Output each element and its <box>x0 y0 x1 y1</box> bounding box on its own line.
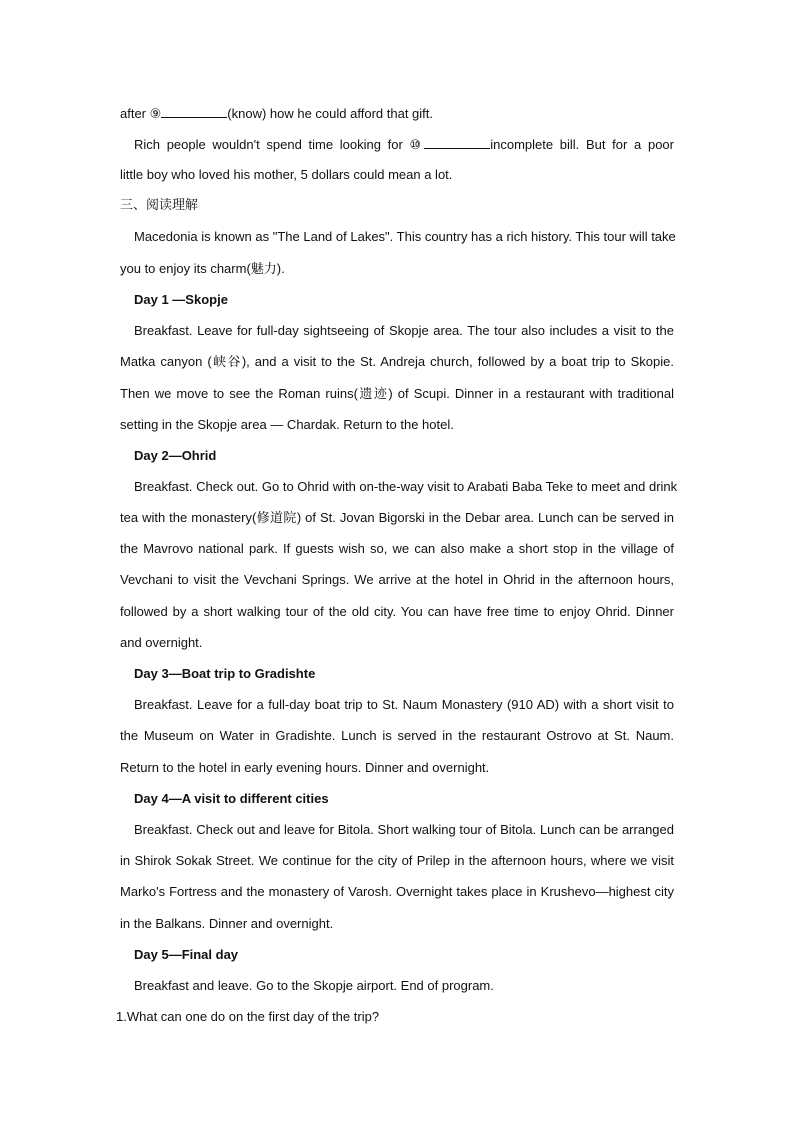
paragraph-line: Breakfast. Leave for full-day sightseeing of Skopje area. The tour also includes a visit to the <box>134 323 674 338</box>
blank-9[interactable] <box>161 105 227 118</box>
paragraph-line: setting in the Skopje area — Chardak. Return to the hotel. <box>120 417 454 432</box>
paragraph-line: Breakfast. Check out. Go to Ohrid with on-the-way visit to Arabati Baba Teke to meet and drink <box>134 479 678 494</box>
day-title: Day 4—A visit to different cities <box>134 791 329 806</box>
paragraph-line: Breakfast. Leave for a full-day boat trip to St. Naum Monastery (910 AD) with a short visit to <box>134 697 674 712</box>
paragraph-line: the Mavrovo national park. If guests wish so, we can also make a short stop in the village of <box>120 541 674 556</box>
cloze-text: Rich people wouldn't spend time looking for ⑩ <box>134 137 425 152</box>
cloze-line-3: little boy who loved his mother, 5 dollars could mean a lot. <box>120 167 453 182</box>
paragraph-line: tea with the monastery(修道院) of St. Jovan Bigorski in the Debar area. Lunch can be served in <box>120 510 674 525</box>
paragraph-line: Then we move to see the Roman ruins(遗迹) of Scupi. Dinner in a restaurant with traditional <box>120 386 674 401</box>
paragraph-line: the Museum on Water in Gradishte. Lunch is served in the restaurant Ostrovo at St. Naum. <box>120 728 674 743</box>
paragraph-line: followed by a short walking tour of the old city. You can have free time to enjoy Ohrid. Dinner <box>120 604 674 619</box>
paragraph-line: Breakfast. Check out and leave for Bitola. Short walking tour of Bitola. Lunch can be arranged <box>134 822 674 837</box>
day-title: Day 1 —Skopje <box>134 292 228 307</box>
paragraph-line: you to enjoy its charm(魅力). <box>120 261 285 276</box>
blank-10[interactable] <box>424 136 490 149</box>
paragraph-line: Vevchani to visit the Vevchani Springs. We arrive at the hotel in Ohrid in the afternoon hours, <box>120 572 674 587</box>
cloze-line-2 <box>120 136 674 153</box>
cloze-text: after ⑨ <box>120 106 162 121</box>
question-1: 1.What can one do on the first day of the trip? <box>116 1009 380 1024</box>
paragraph-line: in the Balkans. Dinner and overnight. <box>120 916 334 931</box>
section-heading: 三、阅读理解 <box>120 198 199 213</box>
paragraph-line: Breakfast and leave. Go to the Skopje airport. End of program. <box>134 978 494 993</box>
paragraph-line: Macedonia is known as "The Land of Lakes". This country has a rich history. This tour will take <box>134 229 676 244</box>
cloze-text: (know) how he could afford that gift. <box>227 106 433 121</box>
day-title: Day 5—Final day <box>134 947 239 962</box>
cloze-line-1 <box>120 105 674 122</box>
paragraph-line: Marko's Fortress and the monastery of Varosh. Overnight takes place in Krushevo—highest city <box>120 884 674 899</box>
paragraph-line: Matka canyon (峡谷), and a visit to the St. Andreja church, followed by a boat trip to Skopie. <box>120 354 674 369</box>
paragraph-line: Return to the hotel in early evening hours. Dinner and overnight. <box>120 760 490 775</box>
day-title: Day 2—Ohrid <box>134 448 217 463</box>
cloze-text: incomplete bill. But for a poor <box>490 137 674 152</box>
day-title: Day 3—Boat trip to Gradishte <box>134 666 316 681</box>
paragraph-line: in Shirok Sokak Street. We continue for the city of Prilep in the afternoon hours, where we visit <box>120 853 674 868</box>
paragraph-line: and overnight. <box>120 635 203 650</box>
